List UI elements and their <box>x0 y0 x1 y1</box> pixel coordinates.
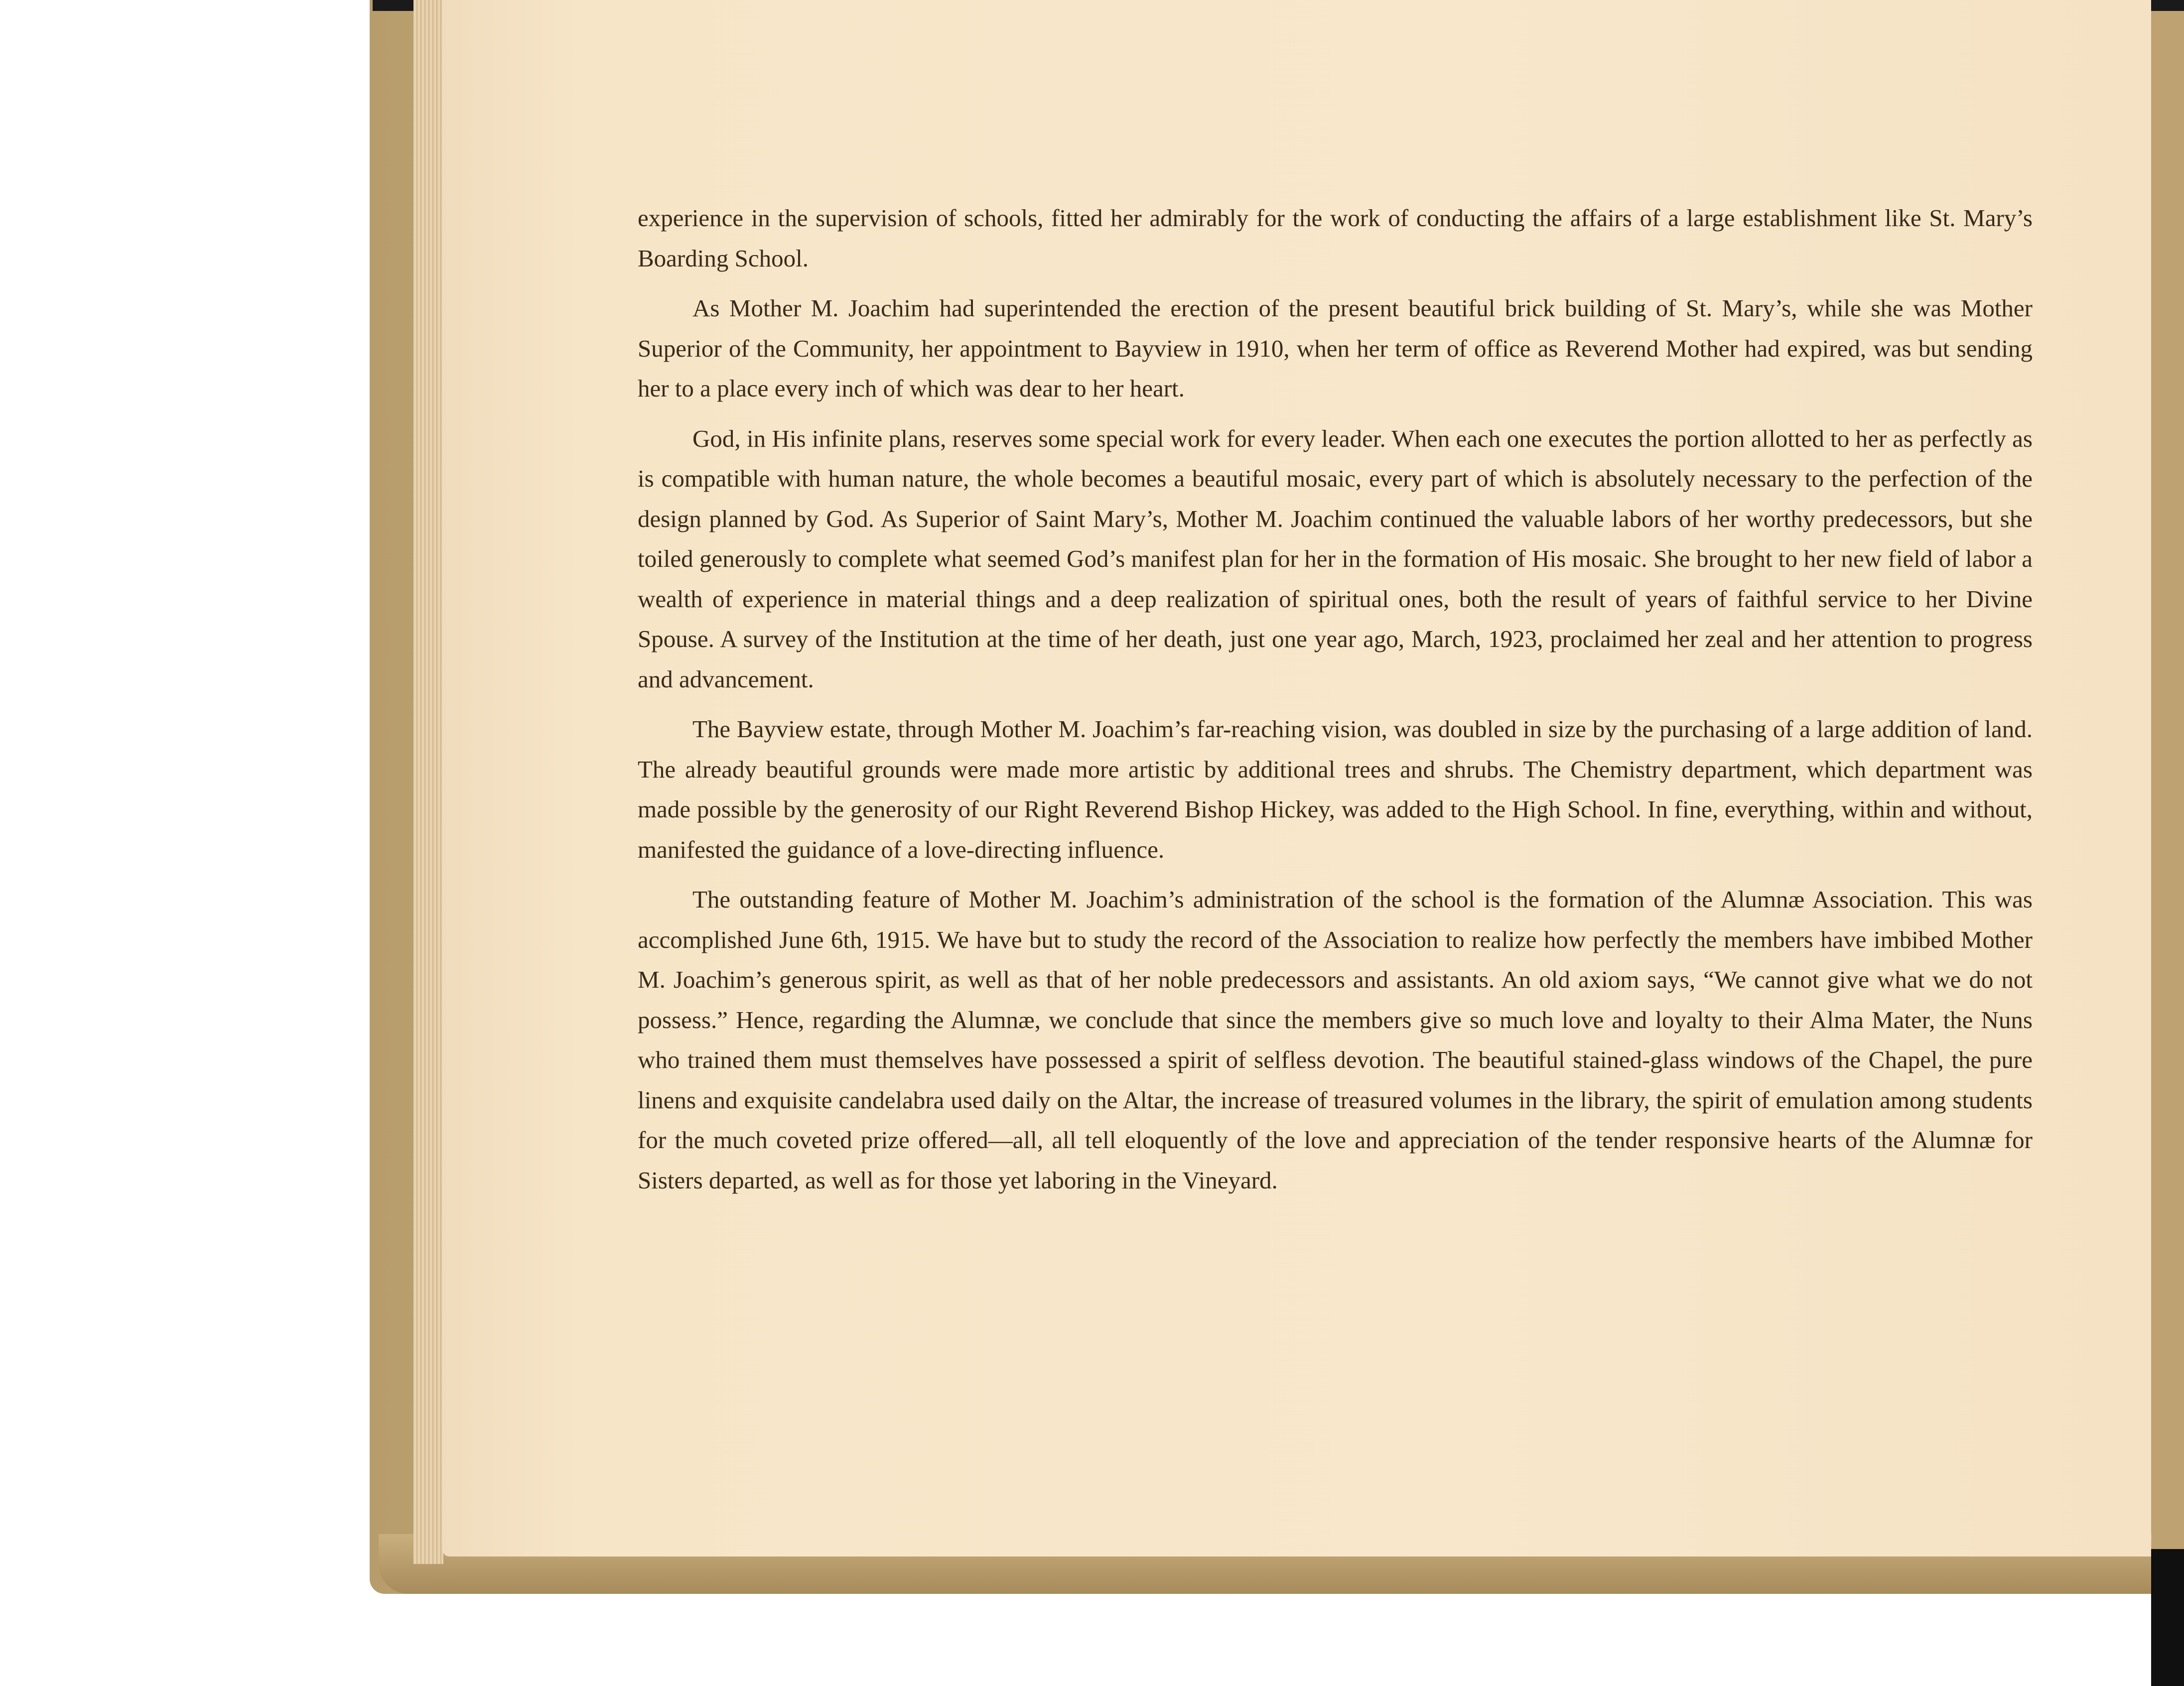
body-text <box>638 198 2033 1210</box>
page-stack-edges <box>413 0 443 1564</box>
paragraph-2: As Mother M. Joachim had superintended the erection of the present beautiful brick building of St. Mary’s, while she was Mother Superior of the Community, her appointment to Bayview in 1910, when her term of office as Reverend Mother had expired, was but sending her to a place every inch of which was dear to her heart. <box>638 294 2033 402</box>
scanner-edge-right <box>2151 1549 2184 1686</box>
paragraph-5: The outstanding feature of Mother M. Joachim’s administration of the school is the formation of the Alumnæ Association. This was accomplished June 6th, 1915. We have but to study the record of the Association to realize how perfectly the members have imbibed Mother M. Joachim’s generous spirit, as well as that of her noble predecessors and assistants. An old axiom says, “We cannot give what we do not possess.” Hence, regarding the Alumnæ, we conclude that since the members give so much love and loyalty to their Alma Mater, the Nuns who trained them must themselves have possessed a spirit of selfless devotion. The beautiful stained-glass windows of the Chapel, the pure linens and exquisite candelabra used daily on the Altar, the increase of treasured volumes in the library, the spirit of emulation among students for the much coveted prize offered—all, all tell eloquently of the love and appreciation of the tender responsive hearts of the Alumnæ for Sisters departed, as well as for those yet laboring in the Vineyard. <box>638 886 2033 1194</box>
paragraph-3: God, in His infinite plans, reserves some special work for every leader. When each one executes the portion allotted to her as perfectly as is compatible with human nature, the whole becomes a beautiful mosaic, every part of which is absolutely necessary to the perfection of the design planned by God. As Superior of Saint Mary’s, Mother M. Joachim continued the valuable labors of her worthy predecessors, but she toiled generously to complete what seemed God’s manifest plan for her in the formation of His mosaic. She brought to her new field of labor a wealth of experience in material things and a deep realization of spiritual ones, both the result of years of faithful service to her Divine Spouse. A survey of the Institution at the time of her death, just one year ago, March, 1923, proclaimed her zeal and her attention to progress and advancement. <box>638 424 2033 693</box>
paragraph-4: The Bayview estate, through Mother M. Joachim’s far-reaching vision, was doubled in size by the purchasing of a large addition of land. The already beautiful grounds were made more artistic by additional trees and shrubs. The Chemistry department, which department was made possible by the generosity of our Right Reverend Bishop Hickey, was added to the High School. In fine, everything, within and without, manifested the guidance of a love-directing influence. <box>638 715 2033 863</box>
paragraph-1: experience in the supervision of schools, fitted her admirably for the work of conducting the affairs of a large establishment like St. Mary’s Boarding School. <box>638 204 2033 272</box>
